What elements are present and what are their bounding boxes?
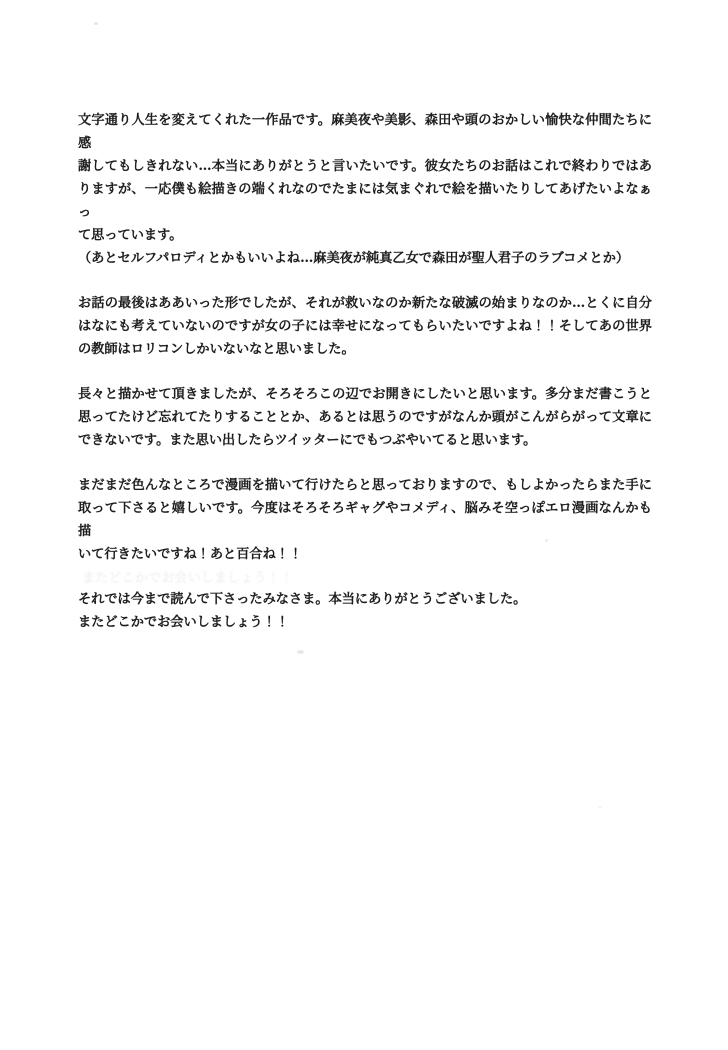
scan-speck bbox=[598, 806, 602, 808]
paragraph-4 bbox=[78, 474, 652, 566]
paragraph-5 bbox=[78, 588, 652, 634]
afterword-text-block bbox=[78, 109, 652, 656]
text-line: 取って下さると嬉しいです。今度はそろそろギャグやコメディ、脳みそ空っぽエロ漫画なんかも描 bbox=[78, 501, 652, 539]
ink-bleed-ghost: またどこかでお会いしましょう！！ bbox=[82, 571, 293, 586]
text-line: いて行きたいですね！あと百合ね！！ bbox=[78, 547, 303, 562]
text-line: （あとセルフパロディとかもいいよね…麻美夜が純真乙女で森田が聖人君子のラブコメとか） bbox=[78, 251, 630, 266]
text-line: 思ってたけど忘れてたりすることとか、あるとは思うのですがなんか頭がこんがらがって文章に bbox=[78, 410, 652, 425]
text-line: 謝してもしきれない…本当にありがとうと言いたいです。彼女たちのお話はこれで終わりではあ bbox=[78, 159, 652, 174]
text-line: それでは今まで読んで下さったみなさま。本当にありがとうございました。 bbox=[78, 592, 527, 607]
paragraph-1 bbox=[78, 109, 652, 270]
text-line: りますが、一応僕も絵描きの端くれなのでたまには気まぐれで絵を描いたりしてあげたいよなぁっ bbox=[78, 182, 652, 220]
text-line: できないです。また思い出したらツイッターにでもつぶやいてると思います。 bbox=[78, 433, 537, 448]
text-line: 文字通り人生を変えてくれた一作品です。麻美夜や美影、森田や頭のおかしい愉快な仲間たちに感 bbox=[78, 113, 652, 151]
text-line: またどこかでお会いしましょう！！ bbox=[78, 615, 289, 630]
text-line: の教師はロリコンしかいないなと思いました。 bbox=[78, 342, 355, 357]
text-line: 長々と描かせて頂きましたが、そろそろこの辺でお開きにしたいと思います。多分まだ書こうと bbox=[78, 387, 652, 402]
text-line: はなにも考えていないのですが女の子には幸せになってもらいたいですよね！！そしてあの世界 bbox=[78, 319, 652, 334]
text-line: お話の最後はああいった形でしたが、それが救いなのか新たな破滅の始まりなのか…とくに自分 bbox=[78, 296, 652, 311]
text-line: まだまだ色んなところで漫画を描いて行けたらと思っておりますので、もしよかったらまた手に bbox=[78, 478, 652, 493]
scan-speck bbox=[94, 22, 98, 25]
text-line: て思っています。 bbox=[78, 228, 183, 243]
paragraph-3 bbox=[78, 383, 652, 452]
paragraph-2 bbox=[78, 292, 652, 361]
